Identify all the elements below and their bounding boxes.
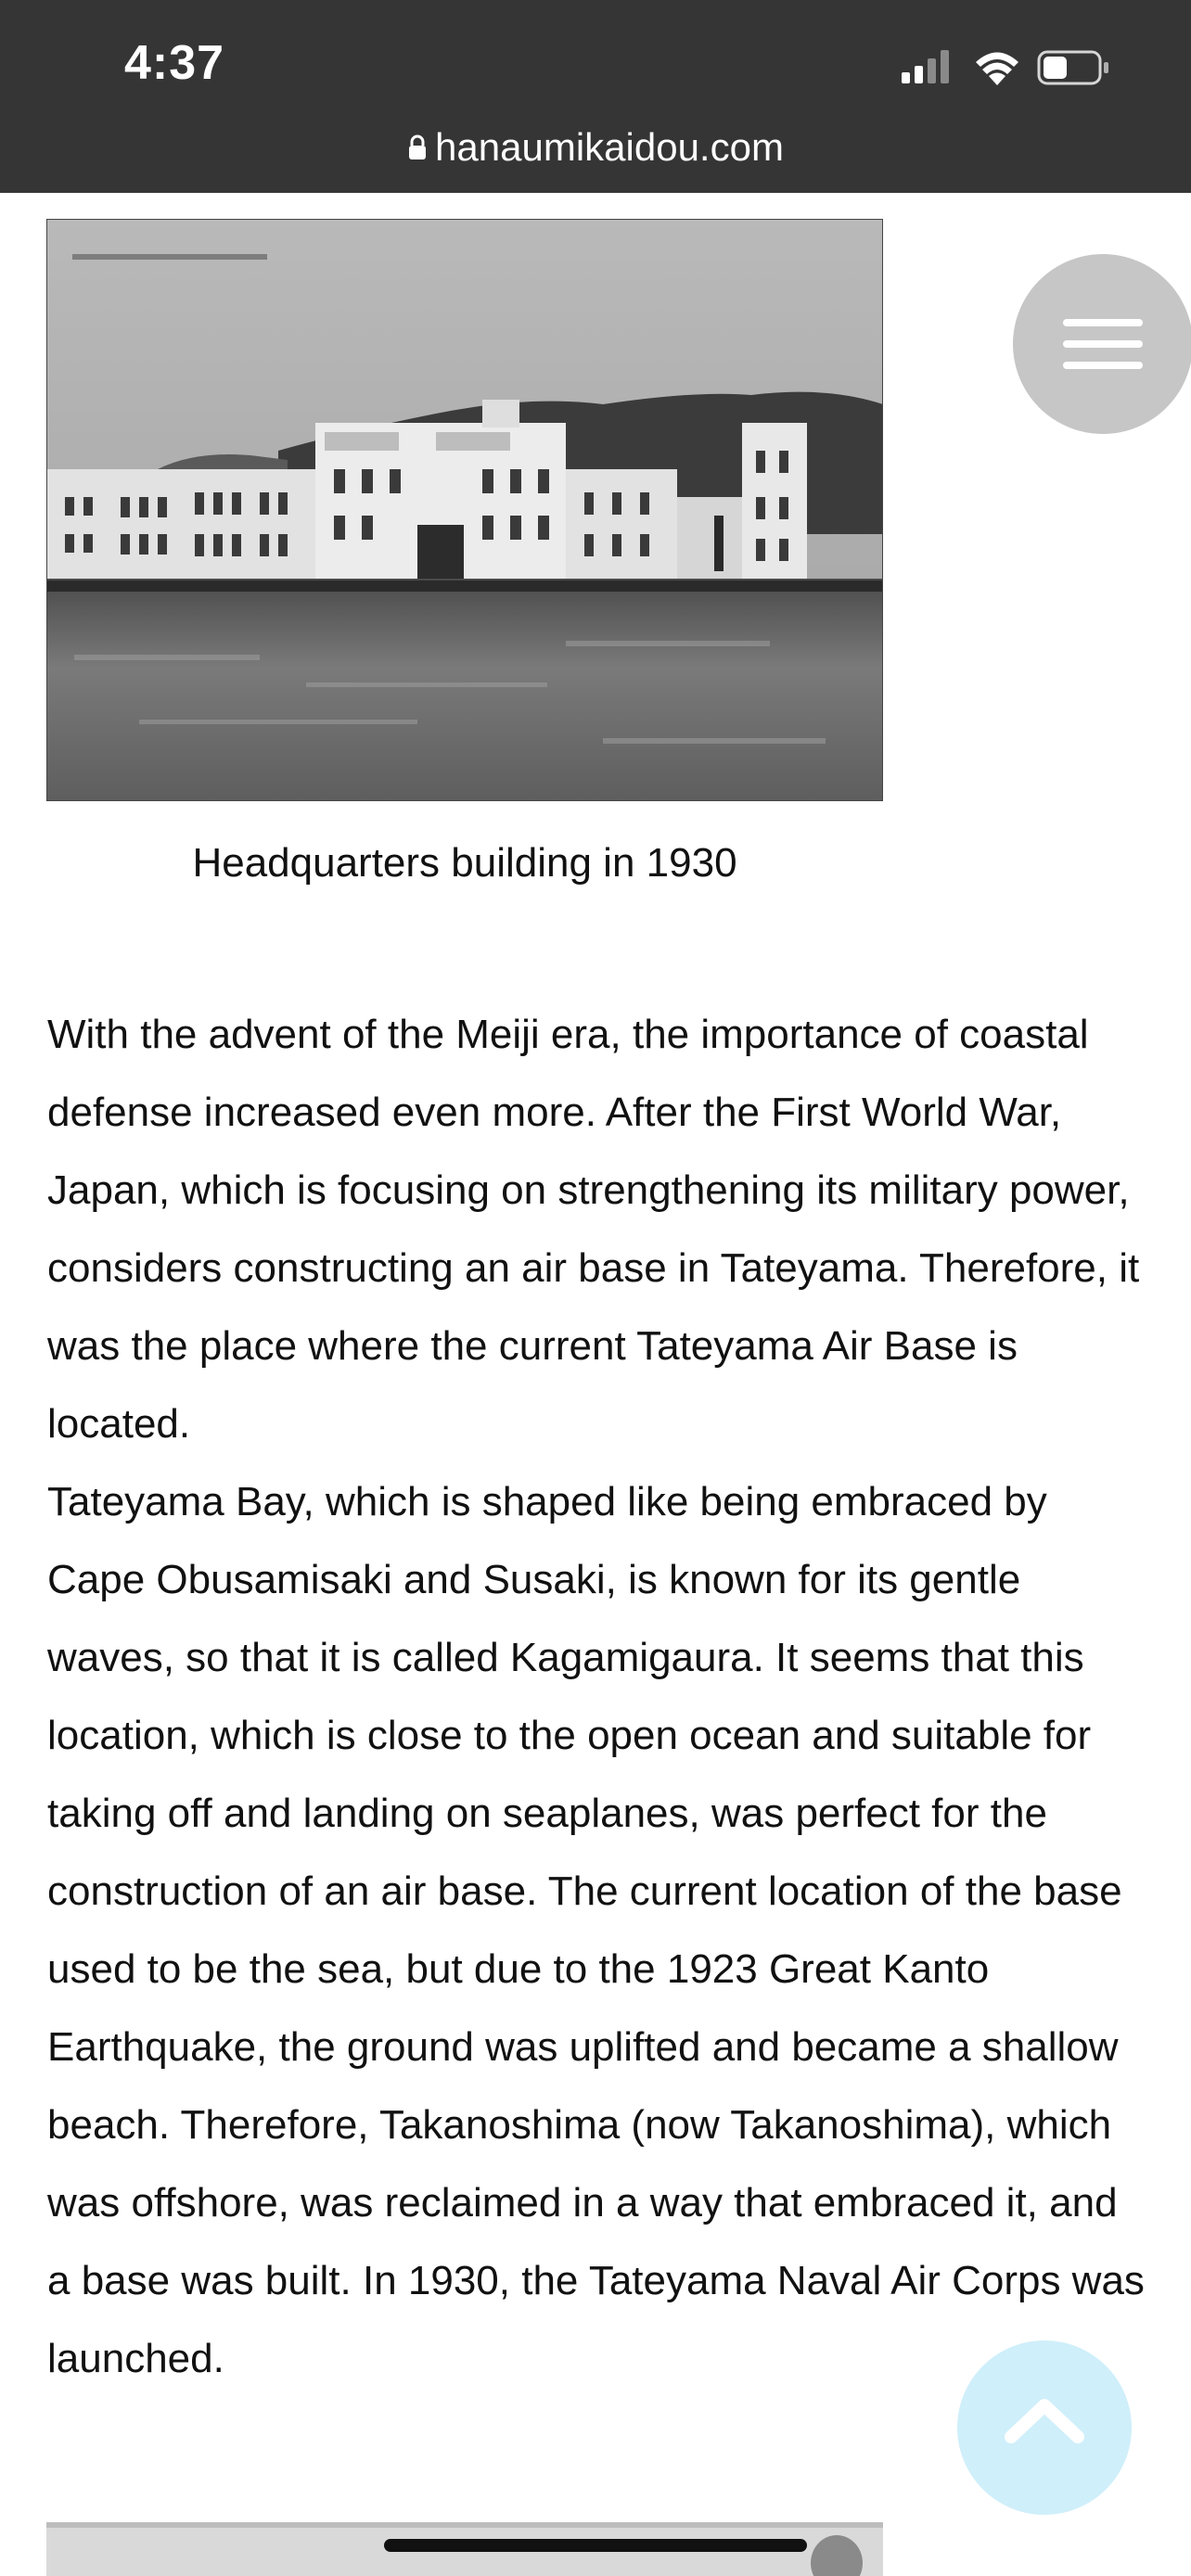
hamburger-icon xyxy=(1063,319,1143,326)
home-indicator[interactable] xyxy=(384,2539,807,2552)
article-body xyxy=(47,996,1151,2398)
photo-caption: Headquarters building in 1930 xyxy=(192,840,737,886)
article-paragraph: Tateyama Bay, which is shaped like being embraced by Cape Obusamisaki and Susaki, is known for its gentle waves, so that it is called Kagamigaura. It seems that this location, which is close to the open ocean and suitable for taking off and landing on seaplanes, was perfect for the construction of an air base. The current location of the base used to be the sea, but due to the 1923 Great Kanto Earthquake, the ground was uplifted and became a shallow beach. Therefore, Takanoshima (now Takanoshima), which was offshore, was reclaimed in a way that embraced it, and a base was built. In 1930, the Tateyama Naval Air Corps was launched. xyxy=(47,1479,1145,2381)
chevron-up-icon xyxy=(957,2340,1132,2515)
status-bar xyxy=(0,0,1191,193)
system-status-icons xyxy=(900,45,1122,91)
cellular-signal-icon xyxy=(902,50,949,83)
url-text: hanaumikaidou.com xyxy=(435,124,784,169)
scroll-to-top-button[interactable] xyxy=(957,2340,1132,2515)
address-bar[interactable] xyxy=(0,122,1191,170)
menu-button[interactable] xyxy=(1013,254,1191,434)
article-paragraph: With the advent of the Meiji era, the importance of coastal defense increased even more. After the First World War, Japan, which is focusing on strengthening its military power, considers constructing an air base in Tateyama. Therefore, it was the place where the current Tateyama Air Base is located. xyxy=(47,1012,1140,1447)
headquarters-photo xyxy=(46,219,883,801)
battery-icon xyxy=(1039,52,1108,83)
status-time: 4:37 xyxy=(124,36,225,90)
wifi-icon xyxy=(976,53,1018,86)
lock-icon xyxy=(407,134,428,161)
